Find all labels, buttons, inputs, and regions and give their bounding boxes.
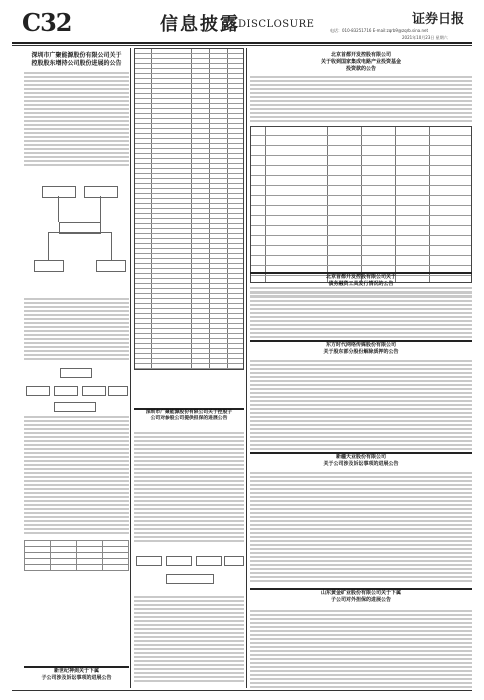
brand-logo: 证券日报 [411, 12, 464, 27]
contact-line: 电话：010-83251716 E-mail:zqrb9@zqrb.sina.net [330, 28, 429, 33]
section-title: 信息披露 [160, 14, 240, 35]
structure-chart [136, 552, 242, 586]
notice-title-8: 新世纪神剑关于下属 子公司涉及诉讼事项的进展公告 [41, 668, 112, 681]
summary-table [24, 540, 129, 571]
notice-title-5: 东方时代网络传媒股份有限公司 关于股东部分股份解除质押的公告 [323, 342, 399, 355]
org-chart [24, 364, 129, 412]
column-2 [134, 48, 244, 688]
section-english-title: DISCLOSURE [238, 19, 315, 30]
notice-body-1 [24, 72, 129, 166]
page-header [12, 8, 472, 44]
notice-title-4: 深圳市广聚能源股份有限公司关于控股子 公司对参股公司提供担保的进展公告 [145, 410, 233, 421]
column-3 [250, 48, 472, 688]
column-1 [24, 48, 129, 688]
flow-diagram [24, 174, 129, 294]
notice-title-1: 深圳市广聚能源股份有限公司关于 控股股东增持公司股份进展的公告 [31, 52, 122, 67]
dense-table [134, 48, 244, 370]
investment-table [250, 126, 472, 283]
page-number: C32 [22, 8, 72, 37]
notice-title-3: 北京首都开发控股有限公司关于 债务融资工具发行情况的公告 [325, 274, 396, 287]
notice-title-2: 北京首都开发控股有限公司 关于收到国家集成电路产业投资基金 投资款的公告 [320, 52, 401, 72]
notice-title-6: 新疆天业股份有限公司 关于公司涉及诉讼事项的进展公告 [323, 454, 399, 467]
notice-title-7: 山东黄金矿业股份有限公司关于下属 子公司对外担保的进展公告 [320, 590, 401, 603]
publish-date: 2021年10月23日 星期六 [402, 35, 448, 40]
